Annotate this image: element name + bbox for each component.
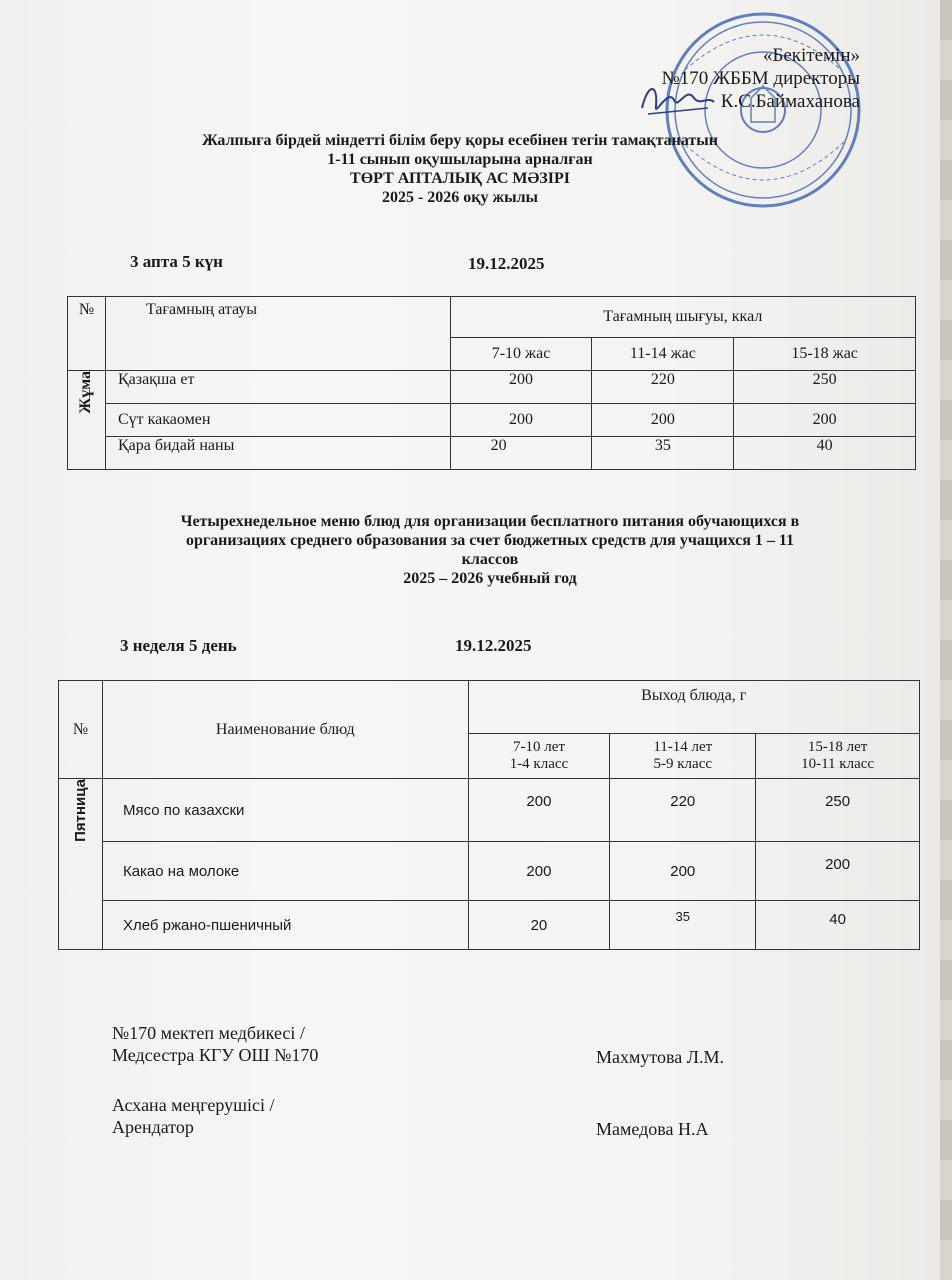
ru-age-2-years: 11-14 лет <box>653 739 713 755</box>
kz-day-cell <box>68 371 106 470</box>
table-row <box>68 371 916 404</box>
kz-dish-value: 40 <box>734 437 916 470</box>
kz-dish-value: 200 <box>450 404 592 437</box>
table-row <box>59 842 920 901</box>
ru-title-line-2: организациях среднего образования за счет бюджетных средств для учащихся 1 – 11 <box>185 532 794 549</box>
ru-dish-value: 35 <box>610 901 756 950</box>
ru-age-3 <box>756 734 920 779</box>
nurse-title-kz: №170 мектеп медбикесі / <box>112 1023 305 1043</box>
ru-dish-value: 220 <box>610 779 756 842</box>
kz-dish-name: Қазақша ет <box>105 371 450 404</box>
ru-age-1-years: 7-10 лет <box>512 739 565 755</box>
ru-age-1-grade: 1-4 класс <box>509 756 569 772</box>
kz-age-1: 7-10 жас <box>450 338 592 371</box>
table-row <box>59 901 920 950</box>
kz-dish-value: 250 <box>734 371 916 404</box>
table-row <box>68 404 916 437</box>
canteen-name: Мамедова Н.А <box>596 1119 709 1139</box>
kz-title-line-3: ТӨРТ АПТАЛЫҚ АС МӘЗІРІ <box>350 170 570 187</box>
approval-line-2: №170 ЖББМ директоры <box>661 68 860 89</box>
ru-day-date: 19.12.2025 <box>455 636 532 655</box>
kz-dish-value: 220 <box>592 371 734 404</box>
ru-day-label: 3 неделя 5 день <box>120 636 237 655</box>
footer-nurse-block <box>112 1022 318 1066</box>
table-row <box>59 779 920 842</box>
canteen-title-kz: Асхана меңгерушісі / <box>112 1095 275 1115</box>
nurse-title-ru: Медсестра КГУ ОШ №170 <box>112 1045 319 1065</box>
ru-day-name: Пятница <box>71 779 89 842</box>
kz-dish-value: 35 <box>592 437 734 470</box>
ru-dish-name: Хлеб ржано-пшеничный <box>102 901 468 950</box>
ru-menu-table <box>58 680 920 950</box>
ru-age-3-grade: 10-11 класс <box>801 756 875 772</box>
kz-dish-value: 200 <box>450 371 592 404</box>
kz-dish-value: 200 <box>734 404 916 437</box>
ru-dish-value: 200 <box>468 779 610 842</box>
ru-dish-value: 20 <box>468 901 610 950</box>
ru-title-line-1: Четырехнедельное меню блюд для организации бесплатного питания обучающихся в <box>180 513 800 530</box>
kz-dish-name: Сүт какаомен <box>105 404 450 437</box>
ru-dish-value: 200 <box>756 842 920 901</box>
ru-col-output: Выход блюда, г <box>468 681 919 734</box>
kz-title <box>60 131 860 207</box>
ru-title <box>70 512 910 588</box>
ru-title-line-3: классов <box>461 551 519 568</box>
kz-day-date: 19.12.2025 <box>468 254 545 273</box>
ru-title-line-4: 2025 – 2026 учебный год <box>403 570 577 587</box>
kz-menu-table <box>67 296 916 470</box>
kz-title-line-4: 2025 - 2026 оқу жылы <box>381 189 539 206</box>
footer-canteen-block <box>112 1094 274 1138</box>
ru-dish-name: Какао на молоке <box>102 842 468 901</box>
kz-col-name: Тағамның атауы <box>105 297 450 371</box>
kz-title-line-2: 1-11 сынып оқушыларына арналған <box>327 151 593 168</box>
kz-col-output: Тағамның шығуы, ккал <box>450 297 915 338</box>
ru-age-2 <box>610 734 756 779</box>
kz-col-no: № <box>68 297 106 371</box>
background-edge <box>940 0 952 1280</box>
kz-dish-value: 200 <box>592 404 734 437</box>
nurse-name: Махмутова Л.М. <box>596 1047 724 1067</box>
approval-line-3: К.С.Баймаханова <box>720 91 860 112</box>
kz-day-label: 3 апта 5 күн <box>130 252 223 271</box>
ru-col-no: № <box>59 681 103 779</box>
approval-line-1: «Бекітемін» <box>762 45 860 66</box>
ru-dish-value: 200 <box>468 842 610 901</box>
ru-dish-name: Мясо по казахски <box>102 779 468 842</box>
ru-age-2-grade: 5-9 класс <box>653 756 713 772</box>
kz-age-3: 15-18 жас <box>734 338 916 371</box>
ru-age-3-years: 15-18 лет <box>807 739 868 755</box>
ru-age-1 <box>468 734 610 779</box>
kz-age-2: 11-14 жас <box>592 338 734 371</box>
kz-title-line-1: Жалпыға бірдей міндетті білім беру қоры есебінен тегін тамақтанатын <box>202 132 718 149</box>
ru-col-name: Наименование блюд <box>102 681 468 779</box>
ru-day-cell <box>59 779 103 950</box>
canteen-title-ru: Арендатор <box>112 1117 194 1137</box>
ru-dish-value: 250 <box>756 779 920 842</box>
kz-day-name: Жұма <box>77 371 95 414</box>
approval-block <box>560 44 860 113</box>
kz-dish-value: 20 <box>450 437 592 470</box>
ru-dish-value: 40 <box>756 901 920 950</box>
kz-dish-name: Қара бидай наны <box>105 437 450 470</box>
ru-dish-value: 200 <box>610 842 756 901</box>
table-row <box>68 437 916 470</box>
